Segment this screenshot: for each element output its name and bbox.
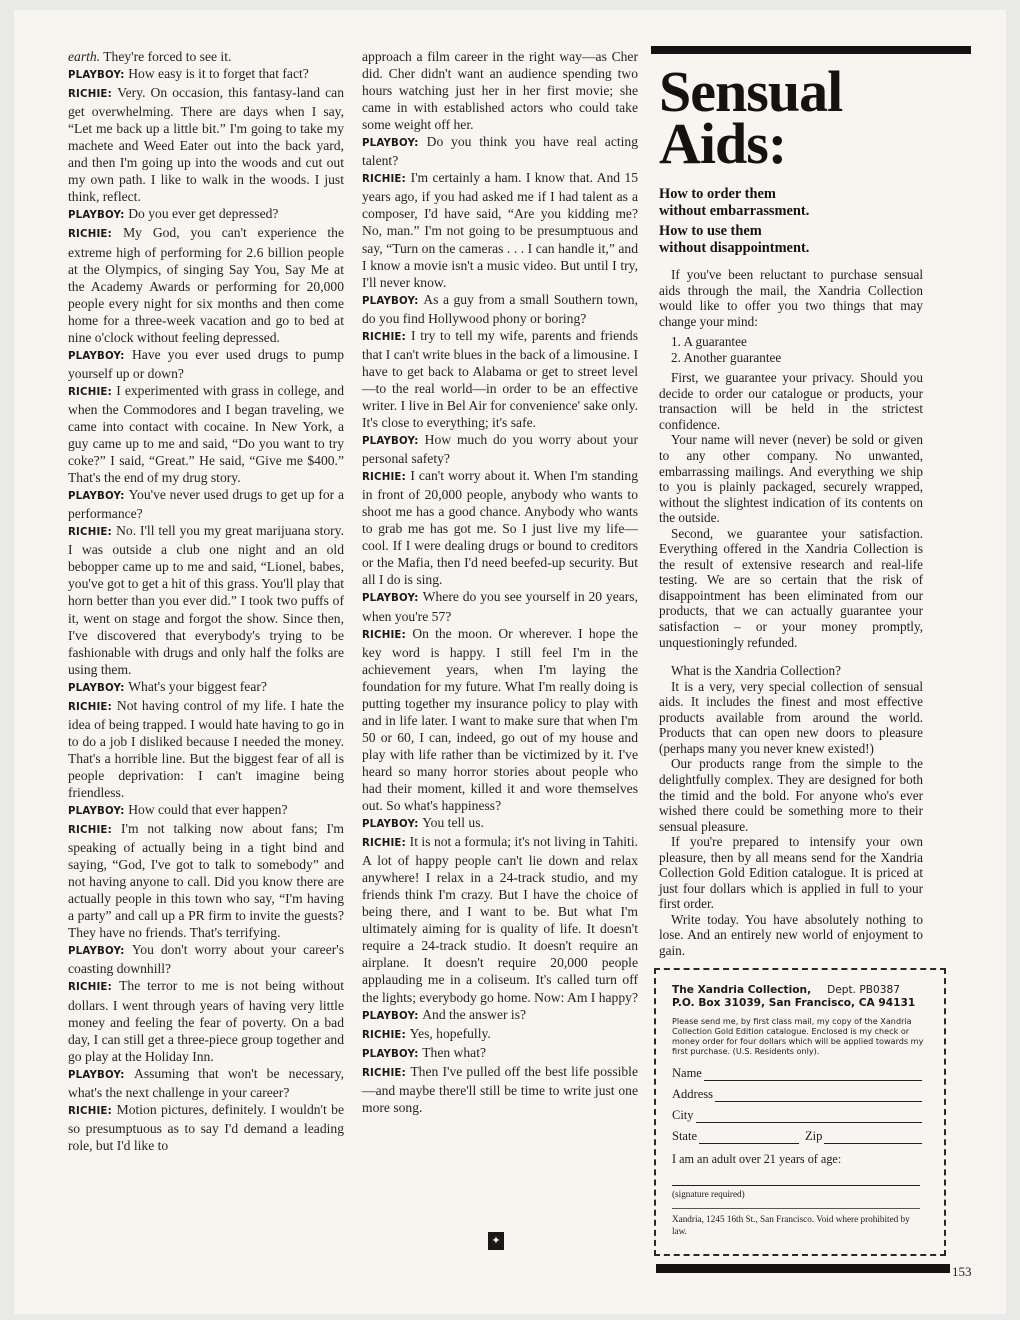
interview-column-2 [362,48,638,1116]
speaker-label: PLAYBOY: [362,1048,423,1060]
ad-paragraph: First, we guarantee your privacy. Should you decide to order our catalogue or products, your transaction will be held in the strictest confidence. [659,370,923,432]
coupon-divider [672,1208,920,1209]
interview-paragraph: RICHIE: I experimented with grass in college, and when the Commodores and I began traveling, we came into contact with cocaine. In New York, a guy came up to me and said, “Do you want to try coke?” I said, “Great.” He said, “Give me $400.” That's the end of my drug story. [68,382,344,486]
interview-paragraph: earth. They're forced to see it. [68,49,232,64]
speaker-label: RICHIE: [68,229,124,241]
ad-subhead-2a: How to use them [659,223,762,239]
ad-subhead-1a: How to order them [659,186,776,202]
coupon-request-text: Please send me, by first class mail, my copy of the Xandria Collection Gold Edition catalogue. Enclosed is my check or money order for four dollars which will be applied towards my first purchase. (U.S. Residents only). [672,1015,924,1057]
interview-paragraph: PLAYBOY: Where do you see yourself in 20 years, when you're 57? [362,589,638,624]
coupon-dept: Dept. PB0387 [827,984,901,996]
interview-paragraph: PLAYBOY: What's your biggest fear? [68,678,267,694]
sensual-aids-ad [651,46,971,959]
city-line[interactable] [696,1110,922,1123]
ad-paragraph: Write today. You have absolutely nothing to lose. And an entirely new world of enjoyment to gain. [659,911,923,958]
interview-paragraph: PLAYBOY: Do you ever get depressed? [68,206,279,222]
speaker-label: PLAYBOY: [68,946,132,958]
interview-column-1 [68,48,344,1154]
interview-paragraph: RICHIE: I try to tell my wife, parents and friends that I can't write blues in the back of a limousine. I have to get back to Alabama or get to street level—to the real world—in order to be an effective writer. I live in Bel Air for convenience' sake only. It's close to everything; it's safe. [362,327,638,430]
ad-paragraph: It is a very, very special collection of sensual aids. It includes the finest and most effective products available from around the world. Products that can open new doors to pleasure (perhaps many you never knew existed!) [659,678,923,756]
interview-paragraph: PLAYBOY: Have you ever used drugs to pump yourself up or down? [68,346,344,381]
speaker-label: RICHIE: [362,1029,410,1041]
speaker-label: PLAYBOY: [362,1010,423,1022]
magazine-page [14,10,1006,1314]
signature-line[interactable] [672,1167,920,1186]
speaker-label: PLAYBOY: [362,295,424,307]
interview-paragraph: RICHIE: Then I've pulled off the best life possible—and maybe there'll still be time to write just one more song. [362,1063,638,1115]
speaker-label: PLAYBOY: [68,1069,134,1081]
ad-headline-line-1: Sensual [659,59,843,124]
interview-paragraph: RICHIE: It is not a formula; it's not living in Tahiti. A lot of happy people can't lie down and relax anywhere! I relax in a 24-track studio, and my friends think I'm crazy. But I have the choice of being there, and I want to be. But what I'm ultimately aiming for is quality of life. It doesn't require a 24-track studio. It doesn't require an airplane. It doesn't require 20,000 people applauding me in a coliseum. It's called turn off the lights; everybody go home. Now: Am I happy? [362,834,639,1005]
interview-paragraph: PLAYBOY: You don't worry about your career's coasting downhill? [68,942,345,977]
city-label: City [672,1107,694,1122]
state-label: State [672,1128,697,1143]
speaker-label: RICHIE: [362,472,411,484]
ad-paragraph: If you've been reluctant to purchase sensual aids through the mail, the Xandria Collection would like to offer you two things that may change your mind: [659,267,923,329]
ad-paragraph: Second, we guarantee your satisfaction. Everything offered in the Xandria Collection is the result of extensive research and real-life testing. We are so certain that the risk of disappointment has been eliminated from our products, that we can actually guarantee your satisfaction – or your money promptly, unquestioningly refunded. [659,525,923,650]
adult-statement: I am an adult over 21 years of age: [672,1151,842,1166]
address-label: Address [672,1086,713,1101]
ad-paragraph: Our products range from the simple to the delightfully complex. They are designed for both the timid and the bold. For anyone who's ever wished there could be something more to their sensual pleasure. [659,756,923,834]
speaker-label: RICHIE: [68,386,117,398]
page-number: 153 [952,1264,972,1279]
interview-paragraph: PLAYBOY: Do you think you have real acting talent? [362,134,638,169]
speaker-label: PLAYBOY: [362,593,423,605]
speaker-label: RICHIE: [68,527,117,539]
ad-headline-line-2: Aids: [659,111,787,176]
name-field[interactable] [672,1065,922,1081]
name-line[interactable] [704,1068,922,1081]
zip-label: Zip [805,1128,823,1143]
speaker-label: RICHIE: [362,629,413,641]
state-zip-field[interactable] [672,1128,922,1144]
speaker-label: RICHIE: [362,174,411,186]
interview-paragraph: PLAYBOY: How much do you worry about your personal safety? [362,432,638,467]
interview-paragraph: RICHIE: The terror to me is not being without dollars. I went through years of having very little money and feeling the fear of poverty. On a bad day, I can still get a three-piece group together and go play at the Holiday Inn. [68,978,345,1064]
ad-subhead-2b: without disappointment. [659,240,810,256]
interview-paragraph: PLAYBOY: You tell us. [362,815,484,831]
speaker-label: RICHIE: [362,331,411,343]
coupon-po-box: P.O. Box 31039, San Francisco, CA 94131 [672,997,916,1010]
coupon-address [672,984,944,1011]
coupon-footer: Xandria, 1245 16th St., San Francisco. Void where prohibited by law. [672,1214,910,1236]
speaker-label: PLAYBOY: [362,819,423,831]
ad-question: What is the Xandria Collection? [671,663,841,679]
speaker-label: PLAYBOY: [68,806,129,818]
ad-body-copy [659,267,923,959]
speaker-label: PLAYBOY: [362,436,425,448]
state-line[interactable] [699,1131,799,1144]
speaker-label: PLAYBOY: [362,138,427,150]
speaker-label: PLAYBOY: [68,491,129,503]
coupon-company: The Xandria Collection, [672,984,812,996]
ad-headline [659,59,971,176]
ad-subhead-1b: without embarrassment. [659,203,810,219]
ad-paragraph: Your name will never (never) be sold or given to any other company. No unwanted, embarrassing mailings. And everything we ship to you is plainly packaged, securely wrapped, without the slightest indication of its contents on the outside. [659,432,923,526]
interview-paragraph: PLAYBOY: How could that ever happen? [68,802,288,818]
speaker-label: PLAYBOY: [68,350,132,362]
interview-paragraph: RICHIE: On the moon. Or wherever. I hope the key word is happy. I still feel I'm in the achievement years, when I'm laying the foundation for my future. What I'm really doing is putting together my insurance policy to play with and in life later. I want to make sure that when I'm 50 or 60, I can, indeed, go out of my house and play with life rather than be victimized by it. I've heard so many horror stories about people who had their moment, killed it and wore themselves out. So what's happiness? [362,625,639,814]
address-line[interactable] [715,1089,922,1102]
interview-paragraph: PLAYBOY: How easy is it to forget that fact? [68,66,309,82]
speaker-label: RICHIE: [68,825,121,837]
interview-paragraph: RICHIE: I'm certainly a ham. I know that. And 15 years ago, if you had asked me if I had talent as a composer, I'd have said, “Are you kidding me? No, man.” I'm not going to be presumptuous and say, “Turn on the cameras . . . I can handle it,” and I know a movie isn't a music video. But until I try, I'll never know. [362,170,638,290]
speaker-label: RICHIE: [68,89,118,101]
order-coupon [654,968,946,1256]
interview-paragraph: RICHIE: I can't worry about it. When I'm standing in front of 20,000 people, anybody who wants to shoot me has a good chance. Anybody who wants to grab me has got me. So I just live my life—cool. If I were dealing drugs or bound to creditors or the Mafia, then I'd need beefed-up security. But all I do is sing. [362,468,639,588]
interview-paragraph: PLAYBOY: And the answer is? [362,1006,527,1022]
interview-paragraph: RICHIE: My God, you can't experience the extreme high of performing for 2.6 billion people at the Olympics, of singing Say You, Say Me at the Academy Awards or performing for 20,000 people every night for six months and then come home for a three-week vacation and go to bed at nine o'clock without feeling depressed. [68,225,345,345]
speaker-label: RICHIE: [68,1105,117,1117]
interview-paragraph: RICHIE: Very. On occasion, this fantasy-land can get overwhelming. There are days when I say, “Let me back up a little bit.” I'm going to take my machete and Weed Eater out into the back yard, and then I'm going up into the woods and cut out my own path. I like to walk in the woods. I just think, reflect. [68,85,345,205]
speaker-label: PLAYBOY: [68,70,129,82]
interview-paragraph: RICHIE: No. I'll tell you my great marijuana story. I was outside a club one night and an old bebopper came up to me and said, “Lionel, babes, you've got to get a hit of this grass. You'll play that horn better than you ever did.” I took two puffs of it, went on stage and forgot the show. Since then, I've discovered that everybody's trying to be fashionable with drugs and only half the folks are using them. [68,523,344,677]
ad-bottom-rule [656,1264,950,1273]
ad-paragraph: If you're prepared to intensify your own pleasure, then by all means send for the Xandria Collection Gold Edition catalogue. It is priced at just four dollars which is applied in full to your first order. [659,834,923,912]
interview-paragraph: RICHIE: I'm not talking now about fans; I'm speaking of actually being in a tight bind and saying, “God, I've got to talk to somebody” and not having anyone to call. Did you know there are actually people in this town who say, “I'm having a party” and call up a PR firm to invite the guests? They have no friends. That's terrifying. [68,821,344,941]
signature-label: (signature required) [672,1188,745,1199]
city-field[interactable] [672,1107,922,1123]
ad-list-item: 1. A guarantee [671,334,747,350]
zip-line[interactable] [824,1131,922,1144]
interview-paragraph: PLAYBOY: Assuming that won't be necessary, what's the next challenge in your career? [68,1065,345,1100]
speaker-label: RICHIE: [362,838,410,850]
interview-paragraph: RICHIE: Not having control of my life. I hate the idea of being trapped. I would hate having to go in to do a job I disliked because I needed the money. That's a horrible line. But the biggest fear of all is people deprivation: I can't imagine being friendless. [68,697,345,800]
interview-paragraph: RICHIE: Motion pictures, definitely. I wouldn't be so presumptuous as to say I'd demand a leading role, but I'd like to [68,1101,344,1153]
address-field[interactable] [672,1086,922,1102]
ad-top-rule [651,46,971,54]
interview-paragraph: RICHIE: Yes, hopefully. [362,1025,491,1041]
playboy-bunny-icon: ✦ [488,1232,504,1250]
ad-list-item: 2. Another guarantee [671,349,782,365]
interview-paragraph: PLAYBOY: You've never used drugs to get up for a performance? [68,487,344,522]
speaker-label: PLAYBOY: [68,682,129,694]
speaker-label: RICHIE: [362,1067,411,1079]
ad-subheads [659,186,971,257]
italic-text: earth. [68,49,101,64]
interview-paragraph: PLAYBOY: Then what? [362,1044,487,1060]
interview-paragraph: approach a film career in the right way—as Cher did. Cher didn't want an audience spending two hours watching just her in her first movie; she came in with established actors who could take some weight off her. [362,49,638,133]
interview-paragraph: PLAYBOY: As a guy from a small Southern town, do you find Hollywood phony or boring? [362,291,638,326]
name-label: Name [672,1065,702,1080]
speaker-label: PLAYBOY: [68,210,129,222]
speaker-label: RICHIE: [68,982,120,994]
speaker-label: RICHIE: [68,701,117,713]
